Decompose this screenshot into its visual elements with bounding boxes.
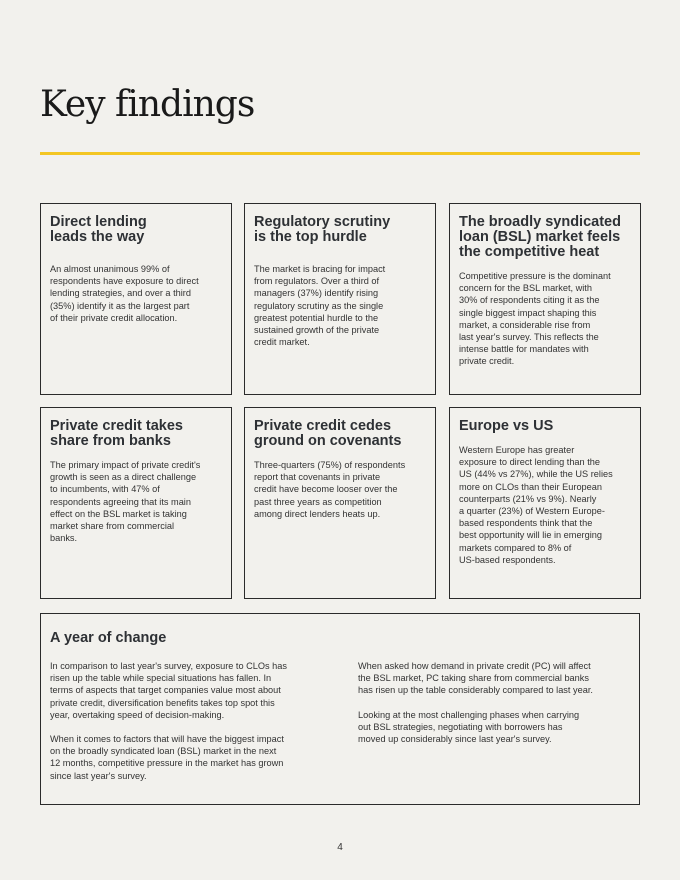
finding-heading: Private credit cedes ground on covenants [254,418,402,449]
finding-heading: The broadly syndicated loan (BSL) market feels the competitive heat [459,214,621,260]
finding-heading: Direct lending leads the way [50,214,147,245]
title-accent-rule [40,152,640,155]
finding-card-europe-vs-us [449,407,641,599]
paragraph: In comparison to last year's survey, exposure to CLOs has risen up the table while special situations has fallen. In terms of aspects that target companies value most about private credit, diversification benefits takes top spot this year, overtaking speed of decision-making. [50,661,287,720]
paragraph: When asked how demand in private credit (PC) will affect the BSL market, PC taking share from commercial banks has risen up the table considerably compared to last year. [358,661,593,696]
paragraph: Looking at the most challenging phases when carrying out BSL strategies, negotiating with borrowers has moved up considerably since last year's survey. [358,709,580,745]
finding-body: Competitive pressure is the dominant concern for the BSL market, with 30% of respondents citing it as the single biggest impact shaping this market, a considerable rise from last year's survey. This reflects the intense battle for mandates with private credit. [459,271,611,367]
left-column [50,660,318,794]
finding-heading: Europe vs US [459,418,554,434]
finding-heading: Regulatory scrutiny is the top hurdle [254,214,391,245]
finding-body: Western Europe has greater exposure to direct lending than the US (44% vs 27%), while the US relies more on CLOs than their European counterparts (21% vs 9%). Nearly a quarter (23%) of Western Europe- based respondents think that the best opportunity will lie in emerging markets compared to 8% of US-based respondents. [459,445,613,565]
finding-card-regulatory-scrutiny [244,203,436,395]
page-title: Key findings [40,84,255,125]
finding-card-direct-lending [40,203,232,395]
paragraph: When it comes to factors that will have the biggest impact on the broadly syndicated loan (BSL) market in the next 12 months, competitive pressure in the market has grown since last year's survey. [50,734,284,781]
year-of-change-heading: A year of change [50,630,167,646]
finding-body: Three-quarters (75%) of respondents report that covenants in private credit have become looser over the past three years as competition among direct lenders heats up. [254,460,406,519]
finding-body: The market is bracing for impact from regulators. Over a third of managers (37%) identify rising regulatory scrutiny as the single greatest potential hurdle to the sustained growth of the private credit market. [254,264,386,348]
year-of-change-panel [40,613,640,805]
finding-card-covenants [244,407,436,599]
finding-heading: Private credit takes share from banks [50,418,183,449]
finding-card-share-from-banks [40,407,232,599]
year-of-change-columns [50,660,630,794]
finding-body: An almost unanimous 99% of respondents have exposure to direct lending strategies, and over a third (35%) identify it as the largest part of their private credit allocation. [50,264,199,323]
page-number: 4 [337,842,343,853]
right-column [358,660,626,794]
finding-card-bsl-market [449,203,641,395]
finding-body: The primary impact of private credit's growth is seen as a direct challenge to incumbents, with 47% of respondents agreeing that its main effect on the BSL market is taking market share from commercial banks. [50,460,201,544]
